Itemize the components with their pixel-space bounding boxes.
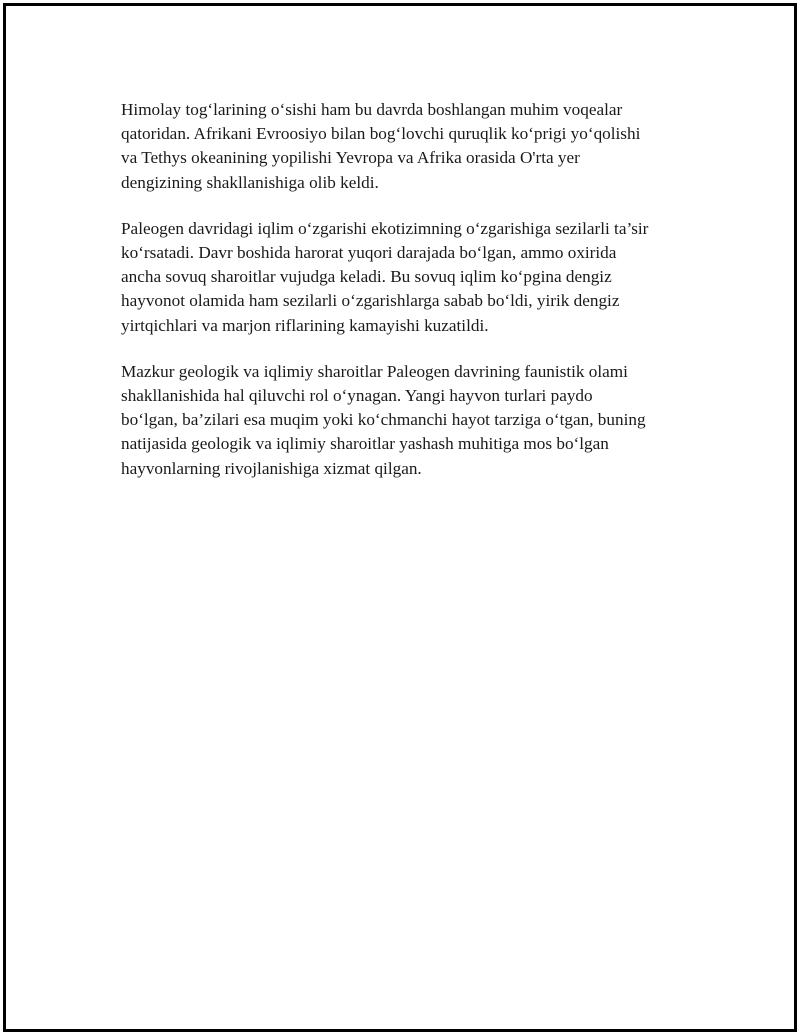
text-line: hayvonot olamida ham sezilarli o‘zgarishlarga sabab bo‘ldi, yirik dengiz [121, 291, 620, 311]
text-line: Mazkur geologik va iqlimiy sharoitlar Paleogen davrining faunistik olami [121, 361, 628, 381]
page-content [121, 98, 701, 503]
text-line: hayvonlarning rivojlanishiga xizmat qilgan. [121, 458, 422, 478]
paragraph-1 [121, 98, 701, 195]
text-line: Himolay tog‘larining o‘sishi ham bu davrda boshlangan muhim voqealar [121, 100, 623, 119]
page-frame [3, 3, 797, 1032]
text-line: natijasida geologik va iqlimiy sharoitlar yashash muhitiga mos bo‘lgan [121, 434, 609, 454]
text-line: dengizining shakllanishiga olib keldi. [121, 172, 379, 192]
text-line: ko‘rsatadi. Davr boshida harorat yuqori darajada bo‘lgan, ammo oxirida [121, 243, 617, 263]
text-line: yirtqichlari va marjon riflarining kamayishi kuzatildi. [121, 315, 489, 335]
text-line: shakllanishida hal qiluvchi rol o‘ynagan. Yangi hayvon turlari paydo [121, 386, 593, 406]
text-line: Paleogen davridagi iqlim o‘zgarishi ekotizimning o‘zgarishiga sezilarli ta’sir [121, 218, 649, 238]
paragraph-2 [121, 217, 701, 338]
paragraph-3 [121, 360, 701, 481]
text-line: ancha sovuq sharoitlar vujudga keladi. Bu sovuq iqlim ko‘pgina dengiz [121, 267, 612, 287]
text-line: bo‘lgan, ba’zilari esa muqim yoki ko‘chmanchi hayot tarziga o‘tgan, buning [121, 410, 646, 430]
text-line: va Tethys okeanining yopilishi Yevropa va Afrika orasida O'rta yer [121, 148, 580, 168]
text-line: qatoridan. Afrikani Evroosiyo bilan bog‘lovchi quruqlik ko‘prigi yo‘qolishi [121, 124, 641, 144]
